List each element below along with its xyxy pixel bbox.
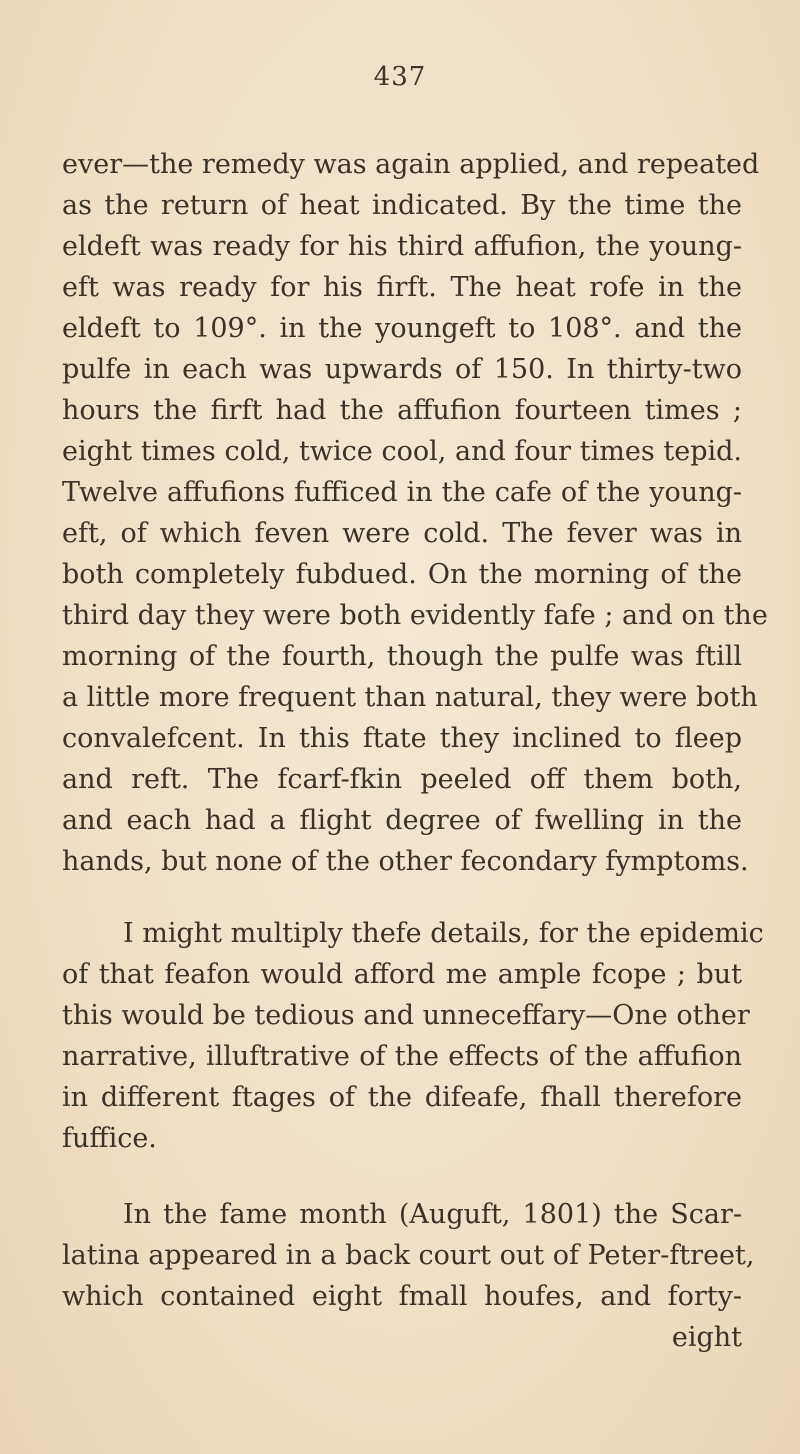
text-line: morning of the fourth, though the pulfe was ftill: [62, 641, 742, 672]
text-line: Twelve affufions fufficed in the cafe of the young-: [62, 477, 742, 508]
text-line: convalefcent. In this ftate they inclined to fleep: [62, 723, 742, 754]
text-line: fuffice.: [62, 1123, 157, 1154]
text-line: and each had a flight degree of fwelling in the: [62, 805, 742, 836]
text-line: this would be tedious and unneceffary—One other: [62, 1000, 750, 1031]
text-line: hours the firft had the affufion fourteen times ;: [62, 395, 742, 426]
text-line: ever—the remedy was again applied, and repeated: [62, 149, 760, 180]
text-line: eft was ready for his firft. The heat rofe in the: [62, 272, 742, 303]
text-line: In the fame month (Auguft, 1801) the Scar-: [123, 1199, 742, 1230]
text-line: third day they were both evidently fafe ; and on the: [62, 600, 768, 631]
text-line: a little more frequent than natural, they were both: [62, 682, 758, 713]
page-number: 437: [373, 62, 427, 92]
text-line: latina appeared in a back court out of Peter-ftreet,: [62, 1240, 755, 1271]
text-line: pulfe in each was upwards of 150. In thirty-two: [62, 354, 742, 385]
text-line: eldeft to 109°. in the youngeft to 108°. and the: [62, 313, 742, 344]
text-line: and reft. The fcarf-fkin peeled off them both,: [62, 764, 742, 795]
text-line: eft, of which feven were cold. The fever was in: [62, 518, 742, 549]
text-line: hands, but none of the other fecondary fymptoms.: [62, 846, 749, 877]
text-line: both completely fubdued. On the morning of the: [62, 559, 742, 590]
text-line: narrative, illuftrative of the effects of the affufion: [62, 1041, 742, 1072]
text-line: in different ftages of the difeafe, fhall therefore: [62, 1082, 742, 1113]
text-line: of that feafon would afford me ample fcope ; but: [62, 959, 742, 990]
text-line: as the return of heat indicated. By the time the: [62, 190, 742, 221]
catchword: eight: [671, 1322, 742, 1353]
text-line: eldeft was ready for his third affufion, the young-: [62, 231, 742, 262]
text-line: I might multiply thefe details, for the epidemic: [123, 918, 764, 949]
text-line: which contained eight fmall houfes, and forty-: [62, 1281, 742, 1312]
text-line: eight times cold, twice cool, and four times tepid.: [62, 436, 742, 467]
